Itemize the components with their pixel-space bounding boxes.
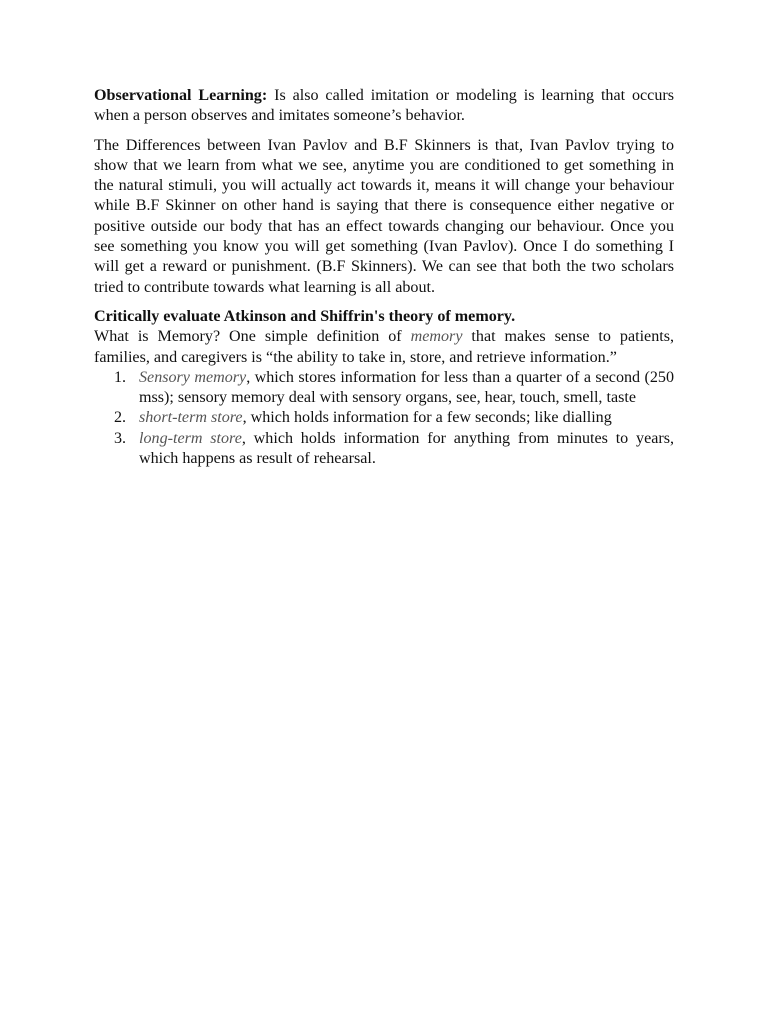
memory-stores-list [94, 368, 674, 469]
memory-definition-paragraph [94, 327, 674, 368]
observational-learning-label: Observational Learning: [94, 87, 268, 104]
list-item [94, 429, 674, 470]
observational-learning-text: Is also called imitation or modeling is learning that occurs when a person observes and imitates someone’s behavior. [94, 87, 674, 125]
list-item-number: 1. [114, 368, 127, 386]
memory-theory-heading: Critically evaluate Atkinson and Shiffrin's theory of memory. [94, 307, 516, 325]
memory-intro-text: What is Memory? One simple definition of [94, 328, 411, 346]
list-item-number: 2. [114, 409, 127, 427]
list-item [94, 368, 674, 409]
list-item-text: , which holds information for a few seconds; like dialling [242, 409, 612, 427]
list-item-text: , which holds information for anything from minutes to years, which happens as result of rehearsal. [139, 429, 674, 468]
list-item-term: short-term store [139, 409, 243, 427]
list-item-number: 3. [114, 429, 127, 447]
list-item-term: long-term store [139, 429, 242, 447]
list-item-term: Sensory memory [139, 368, 247, 386]
list-item-text: , which stores information for less than a quarter of a second (250 mss); sensory memory deal with sensory organs, see, hear, touch, smell, taste [139, 368, 674, 407]
memory-term: memory [410, 328, 463, 346]
memory-intro-continuation: that makes sense to patients, families, and caregivers is “the ability to take in, store, and retrieve information.” [94, 328, 674, 366]
list-item [94, 408, 674, 428]
pavlov-skinner-differences-paragraph: The Differences between Ivan Pavlov and B.F Skinners is that, Ivan Pavlov trying to show that we learn from what we see, anytime you are conditioned to get something in the natural stimuli, you will actually act towards it, means it will change your behaviour while B.F Skinner on other hand is saying that there is consequence either negative or positive outside our body that has an effect towards changing our behaviour. Once you see something you know you will get something (Ivan Pavlov). Once I do something I will get a reward or punishment. (B.F Skinners). We can see that both the two scholars tried to contribute towards what learning is all about. [94, 136, 674, 296]
document-page [94, 86, 674, 469]
observational-learning-paragraph [94, 86, 674, 127]
